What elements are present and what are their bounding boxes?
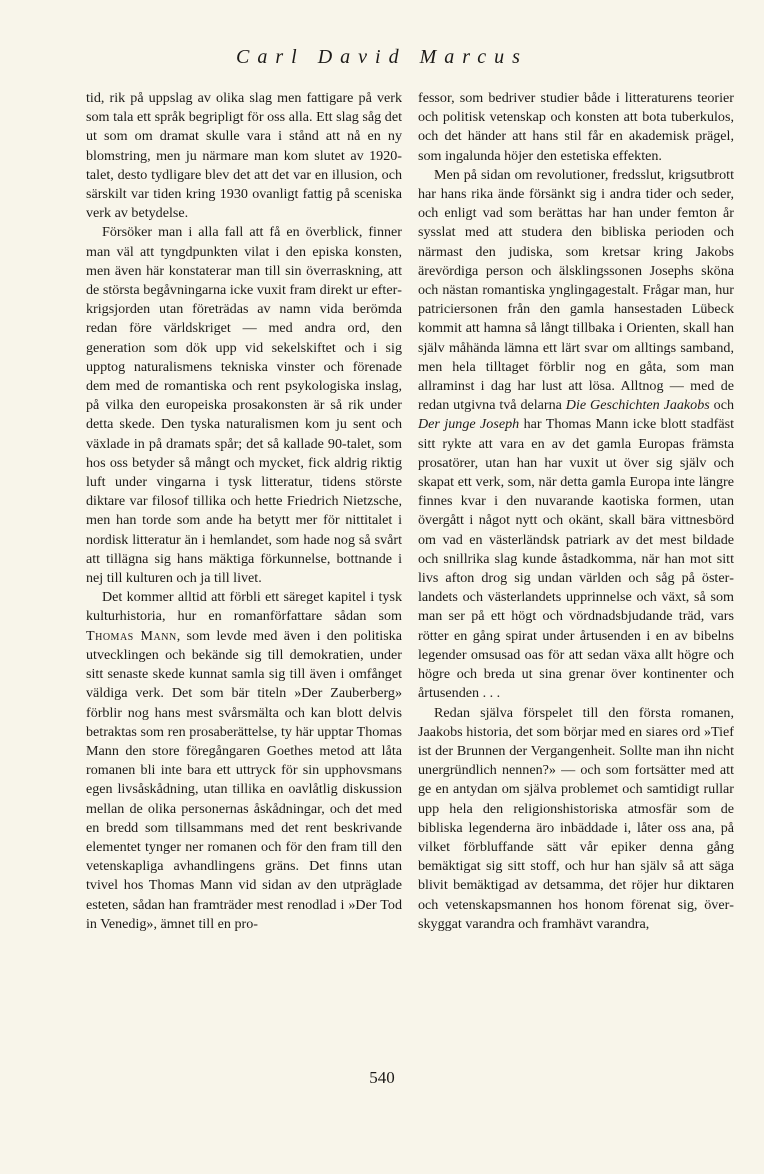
paragraph: tid, rik på uppslag av olika slag men fattigare på verk som tala ett språk begripligt för oss alla. Ett slag såg det ut som om dramat skulle vara i stånd att nå en ny blomstring, men ju närmare man kom slutet av 1920-talet, desto tydligare blev det att det var en illusion, och särskilt var tiden kring 1930 ovanligt fattig på sceniska verk av betydelse. bbox=[86, 90, 402, 222]
paragraph: Redan själva förspelet till den första romanen, Jaakobs historia, det som börjar med en siares ord »Tief ist der Brunnen der Vergangenheit. Sollte man ihn nicht unergründlich nennen?» — och som fortsätter med att ge en antydan om själva problemet och samtidigt rullar upp hela den religionshistoriska atmosfär som de bibliska legenderna äro inbäddade i, låter oss ana, på vilket förbluffande sätt vår epiker denna gång bemäktigat sig sitt stoff, och hur han själv så att säga blivit bemäktigad av detsamma, det röjer hur diktaren och vetenskapsmannen hos honom förenat sig, överskyggat varandra och framhävt varandra, bbox=[418, 704, 734, 932]
author-name: Thomas Mann bbox=[86, 627, 177, 644]
paragraph bbox=[418, 166, 734, 704]
text-run: Men på sidan om revolutioner, fredsslut, krigsutbrott har hans rika ände försänkt sig i andra tider och seder, och enligt vad som berättas har han under femton år sysslat med att studera den bibliska perioden och närmast den judiska, som kretsar kring Jakobs ärevördiga person och älsklingssonen Josephs sköna och nästan romantiska ynglingagestalt. Frågar man, hur patriciersonen från den gamla hansestaden Lübeck kommit att hamna så långt tillbaka i Orienten, skall han själv måhända lämna ett lärt svar om alltings samband, men hela tilltaget förblir nog en gåta, som man allraminst i dag har lust att lösa. Alltnog — med de redan utgivna två delarna bbox=[418, 166, 734, 414]
text-run: har Thomas Mann icke blott stadfäst sitt rykte att vara en av det gamla Europas främsta prosatörer, utan han har vuxit ut över sig själv och skapat ett verk, som, när detta gamla Europa inte längre finnes kvar i den nuvarande kaotiska formen, utan övergått i något nytt och okänt, skall bära vittnesbörd om vad en västerländsk patriark av det mest bildade och snillrika slag kunde åstadkomma, när han mot sitt livs afton drog sig undan världen och såg på österlandets och västerlandets upprinnelse och växt, så som man ser på ett högt och vördnadsbjudande träd, vars rötter en gång spirat under årtusenden i en av bibelns legender omsusad oas för att sedan växa allt högre och högre och breda ut sina grenar över kontinenter och årtusenden . . . bbox=[418, 416, 734, 702]
book-title: Der junge Joseph bbox=[418, 416, 520, 433]
page-number: 540 bbox=[369, 1068, 395, 1087]
text-run: , som levde med även i den politiska utvecklingen och bekände sig till demokratien, under sitt senaste skede kunnat samla sig till även i omfånget väldiga verk. Det som bär titeln »Der Zauberberg» förblir nog hans mest svårsmälta och kan blott delvis betraktas som ren prosaberättelse, ty här upptar Thomas Mann den store föregångaren Goethes metod att låta romanen bli inte bara ett uttryck för sin upphovsmans egen livsåskådning, utan tillika en oavlåtlig diskussion mellan de olika personernas åskådningar, och det med en bredd som tillsammans med det rent beskrivande elementet tynger ner romanen och för den fram till den vetenskapliga avhandlingens gräns. Det finns utan tvivel hos Thomas Mann vid sidan av den utpräglade esteten, sådan han framträder mest renodlad i »Der Tod in Venedig», ämnet till en pro- bbox=[86, 627, 402, 932]
running-header: Carl David Marcus bbox=[236, 46, 528, 68]
left-column bbox=[86, 89, 402, 934]
paragraph: fessor, som bedriver studier både i litteraturens teorier och politisk vetenskap och konsten att bota tuberkulos, och det händer att hans stil får en akademisk prägel, som ingalunda höjer den estetiska effekten. bbox=[418, 90, 734, 164]
book-title: Die Geschichten Jaakobs bbox=[565, 397, 710, 414]
text-run: och bbox=[709, 397, 734, 414]
right-column bbox=[418, 89, 734, 934]
text-run: Det kommer alltid att förbli ett säreget kapitel i tysk kulturhistoria, hur en romanförfattare sådan som bbox=[86, 589, 402, 625]
paragraph bbox=[86, 588, 402, 934]
paragraph: Försöker man i alla fall att få en överblick, finner man väl att tyngdpunkten vilat i den episka konsten, men även här konstaterar man till sin överraskning, att de största begåvningarna icke vuxit fram direkt ur efterkrigsjorden utan företrädas av namn vida berömda redan före världskriget — med andra ord, den generation som dök upp vid sekelskiftet och i sig upptog naturalismens tekniska vinster och förenade dem med de romantiska och rent psykologiska inslag, på vilka den europeiska prosakonsten är så rik under detta skede. Den tyska naturalismen kom ju sent och växlade in på dramats spår; det så kallade 90-talet, som hos oss betyder så mångt och mycket, fick aldrig riktig luft under vingarna i tysk litteratur, tidens störste diktare var filosof tillika och hette Friedrich Nietzsche, men han torde som ande ha betytt mer för nittitalet i nordisk litteratur än i hemlandet, som hade nog så svårt att tillägna sig hans mäktiga förkunnelse, bottnande i nej till kulturen och ja till livet. bbox=[86, 224, 402, 587]
